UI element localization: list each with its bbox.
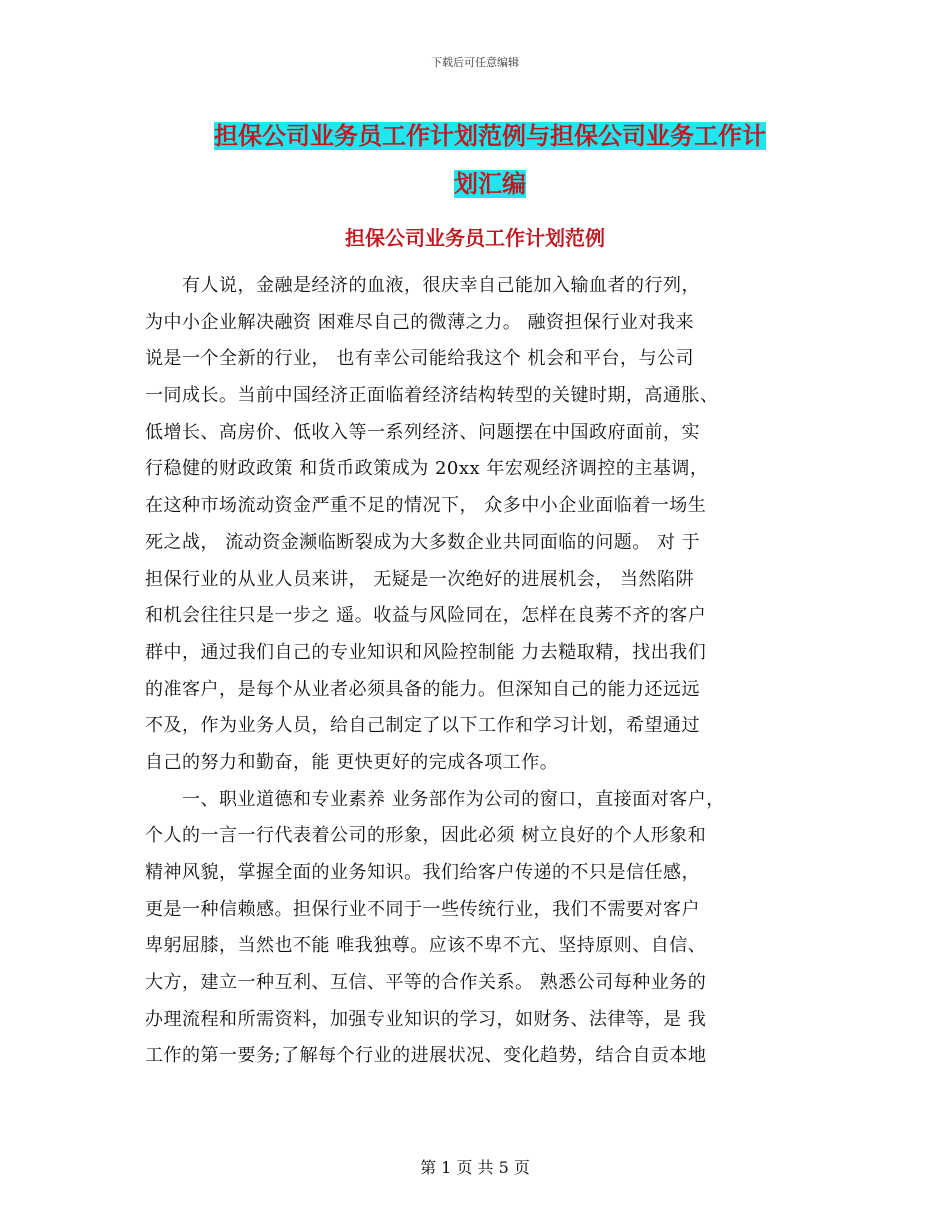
document-title-line-2: 划汇编: [454, 170, 526, 198]
document-title: [175, 112, 805, 208]
body-line: 自己的努力和勤奋，能 更快更好的完成各项工作。: [145, 751, 559, 773]
body-line: 大方，建立一种互利、互信、平等的合作关系。 熟悉公司每种业务的: [145, 972, 707, 994]
body-line: 死之战， 流动资金濒临断裂成为大多数企业共同面临的问题。 对 于: [145, 531, 701, 553]
body-line: 个人的一言一行代表着公司的形象，因此必须 树立良好的个人形象和: [145, 825, 707, 847]
body-line: 更是一种信赖感。担保行业不同于一些传统行业，我们不需要对客户: [145, 898, 700, 920]
body-line: 行稳健的财政政策 和货币政策成为 20xx 年宏观经济调控的主基调，: [145, 458, 709, 480]
body-line: 卑躬屈膝，当然也不能 唯我独尊。应该不卑不亢、坚持原则、自信、: [145, 935, 707, 957]
body-line: 和机会往往只是一步之 遥。收益与风险同在，怎样在良莠不齐的客户: [145, 605, 707, 627]
body-line: 担保行业的从业人员来讲， 无疑是一次绝好的进展机会， 当然陷阱: [145, 568, 694, 590]
body-line: 精神风貌，掌握全面的业务知识。我们给客户传递的不只是信任感，: [145, 862, 700, 883]
body-line: 低增长、高房价、低收入等一系列经济、问题摆在中国政府面前，实: [145, 421, 700, 443]
document-title-line-1: 担保公司业务员工作计划范例与担保公司业务工作计: [214, 122, 766, 150]
body-line: 为中小企业解决融资 困难尽自己的微薄之力。 融资担保行业对我来: [145, 311, 694, 333]
body-line: 一同成长。当前中国经济正面临着经济结构转型的关键时期，高通胀、: [145, 385, 719, 407]
body-line: 办理流程和所需资料，加强专业知识的学习，如财务、法律等，是 我: [145, 1008, 707, 1030]
body-text: [145, 268, 805, 1075]
page-footer: 第 1 页 共 5 页: [420, 1158, 530, 1177]
header-note: 下载后可任意编辑: [431, 56, 519, 69]
section-title: 担保公司业务员工作计划范例: [345, 226, 605, 250]
body-line: 有人说，金融是经济的血液，很庆幸自己能加入输血者的行列，: [145, 275, 700, 296]
body-line: 的准客户，是每个从业者必须具备的能力。但深知自己的能力还远远: [145, 678, 700, 700]
body-line: 一、职业道德和专业素养 业务部作为公司的窗口，直接面对客户，: [145, 788, 725, 810]
body-line: 在这种市场流动资金严重不足的情况下， 众多中小企业面临着一场生: [145, 495, 707, 517]
body-line: 群中，通过我们自己的专业知识和风险控制能 力去糙取精，找出我们: [145, 641, 707, 663]
body-line: 不及，作为业务人员，给自己制定了以下工作和学习计划，希望通过: [145, 715, 700, 737]
body-line: 说是一个全新的行业， 也有幸公司能给我这个 机会和平台，与公司: [145, 348, 694, 370]
body-line: 工作的第一要务;了解每个行业的进展状况、变化趋势，结合自贡本地: [145, 1045, 707, 1067]
